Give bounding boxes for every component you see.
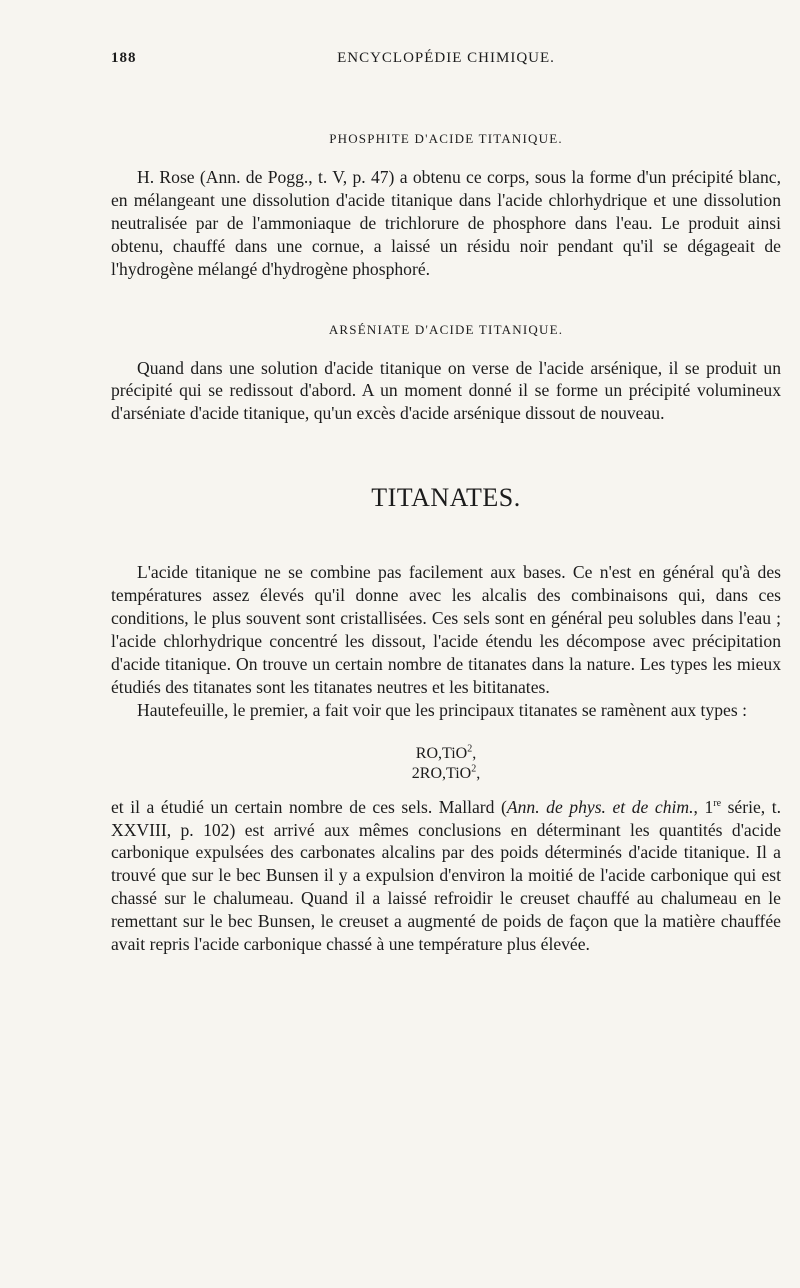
paragraph-mallard: et il a étudié un certain nombre de ces sels. Mallard (Ann. de phys. et de chim., 1re série, t. XXVIII, p. 102) est arrivé aux mêmes conclusions en déterminant les quantités d'acide carbonique expulsées des carbonates alcalins par des poids déterminés d'acide titanique. Il a trouvé que sur le bec Bunsen il y a expulsion d'environ la moitié de l'acide carbonique qui est chassé sur le chalumeau. Quand il a laissé refroidir le creuset chauffé au chalumeau en le remettant sur le bec Bunsen, le creuset a augmenté de poids de façon que la matière chauffée avait repris l'acide carbonique chassé à une température plus élevée. xyxy=(111,796,782,955)
heading-arseniate: ARSÉNIATE D'ACIDE TITANIQUE. xyxy=(328,321,564,337)
spacer xyxy=(111,281,781,321)
paragraph-phosphite: H. Rose (Ann. de Pogg., t. V, p. 47) a obtenu ce corps, sous la forme d'un précipité blanc, en mélangeant une dissolution d'acide titanique dans l'acide chlorhydrique et une dissolution neutralisée par de l'ammoniaque de trichlorure de phosphore dans l'eau. Le produit ainsi obtenu, chauffé dans une cornue, a laissé un résidu noir pendant qu'il se dégageait de l'hydrogène mélangé d'hydrogène phosphoré. xyxy=(111,167,781,279)
running-header xyxy=(111,50,781,72)
paragraph-hautefeuille: Hautefeuille, le premier, a fait voir que les principaux titanates se ramènent aux types : xyxy=(137,699,747,720)
heading-phosphite: PHOSPHITE D'ACIDE TITANIQUE. xyxy=(329,131,563,146)
paragraph-titanates-intro: L'acide titanique ne se combine pas facilement aux bases. Ce n'est en général qu'à des températures assez élevés qu'il donne avec les alcalis des combinaisons qui, dans ces conditions, le plus souvent sont cristallisées. Ces sels sont en général peu solubles dans l'eau ; l'acide chlorhydrique concentré les dissout, l'acide étendu les décompose avec précipitation d'acide titanique. On trouve un certain nombre de titanates dans la nature. Les types les mieux étudiés des titanates sont les titanates neutres et les bititanates. xyxy=(111,562,781,697)
page-body xyxy=(111,130,781,956)
formula-neutral-titanate: RO,TiO$^2$, xyxy=(415,743,477,762)
title-titanates: TITANATES. xyxy=(371,483,521,513)
formula-bititanate: 2RO,TiO$^2$, xyxy=(411,763,481,782)
page-number: 188 xyxy=(111,50,137,66)
paragraph-arseniate: Quand dans une solution d'acide titanique on verse de l'acide arsénique, il se produit un précipité qui se redissout d'abord. A un moment donné il se forme un précipité volumineux d'arséniate d'acide titanique, qu'un excès d'acide arsénique dissout de nouveau. xyxy=(111,357,781,424)
running-title: ENCYCLOPÉDIE CHIMIQUE. xyxy=(337,50,555,66)
formula-block xyxy=(111,744,781,784)
citation: Ann. de phys. et de chim. xyxy=(506,796,694,817)
